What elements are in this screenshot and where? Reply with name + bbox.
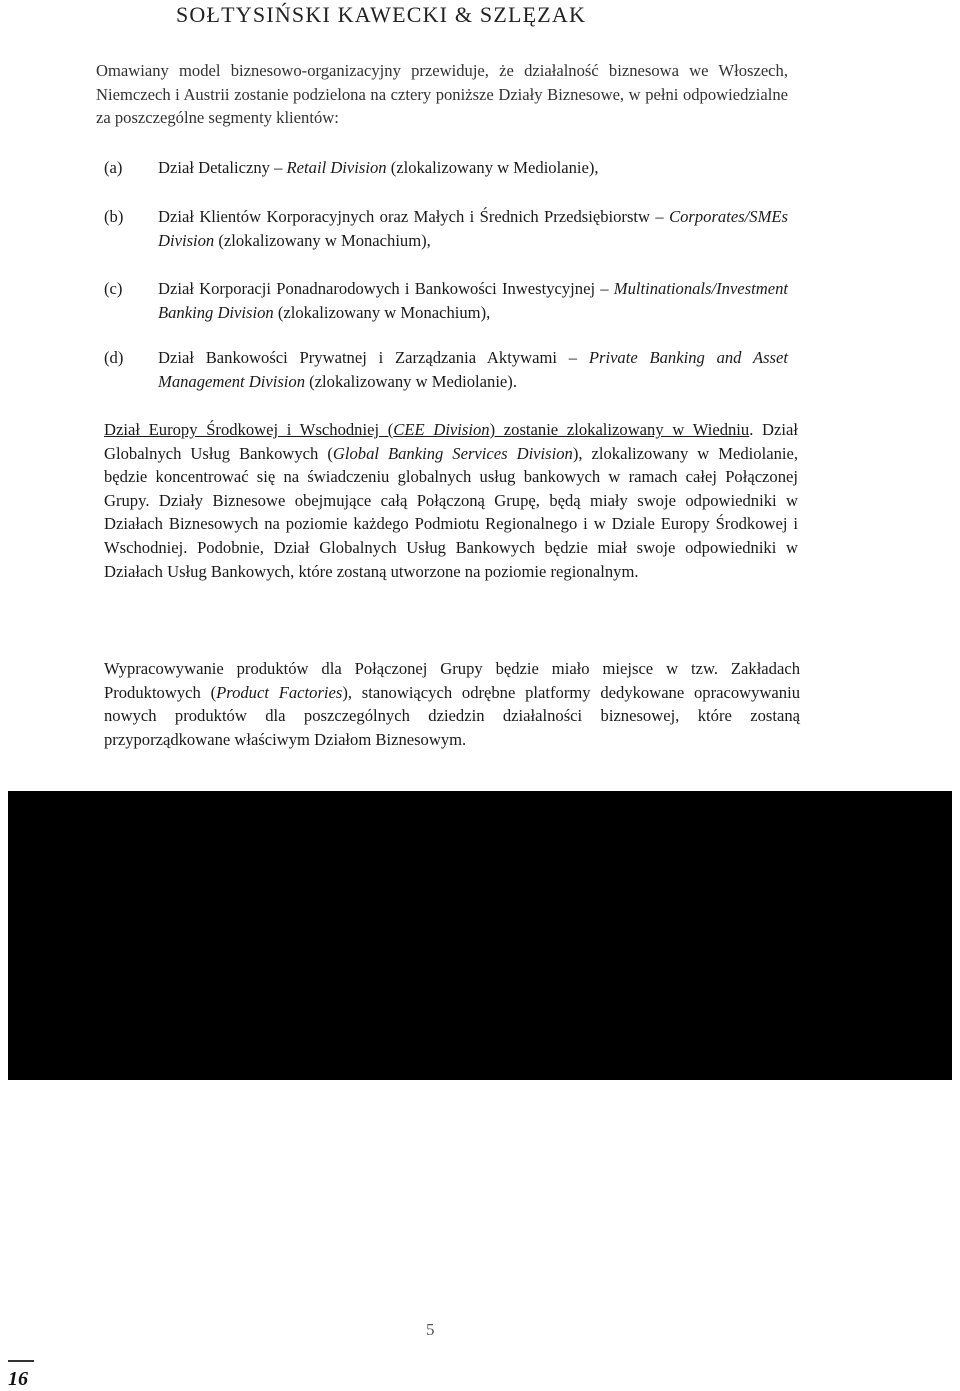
redaction-block: [8, 791, 952, 1080]
products-paragraph: Wypracowywanie produktów dla Połączonej Grupy będzie miało miejsce w tzw. Zakładach Produktowych (Product Factories), stanowiących odrębne platformy dedykowane opracowywaniu nowych produktów dla poszczególnych dziedzin działalności biznesowej, które zostaną przyporządkowane właściwym Działom Biznesowym.: [104, 659, 800, 749]
corner-page-number: 16: [8, 1368, 28, 1390]
intro-paragraph: Omawiany model biznesowo-organizacyjny przewiduje, że działalność biznesowa we Włoszech, Niemczech i Austrii zostanie podzielona na cztery poniższe Działy Biznesowe, w pełni odpowiedzialne za poszczególne segmenty klientów:: [96, 61, 788, 128]
list-item-text: Dział Korporacji Ponadnarodowych i Bankowości Inwestycyjnej – Multinationals/Investment Banking Division (zlokalizowany w Monachium),: [158, 279, 788, 322]
list-item-label: (b): [104, 207, 124, 226]
page-number: 5: [426, 1320, 435, 1339]
list-item-label: (c): [104, 279, 123, 298]
firm-header: SOŁTYSIŃSKI KAWECKI & SZLĘZAK: [176, 2, 587, 27]
corner-rule: [8, 1360, 34, 1362]
cee-paragraph: Dział Europy Środkowej i Wschodniej (CEE Division) zostanie zlokalizowany w Wiedniu. Dział Globalnych Usług Bankowych (Global Banking Services Division), zlokalizowany w Mediolanie, będzie koncentrować się na świadczeniu globalnych usług bankowych w ramach całej Połączonej Grupy. Działy Biznesowe obejmujące całą Połączoną Grupę, będą miały swoje odpowiedniki w Działach Biznesowych na poziomie każdego Podmiotu Regionalnego i w Dziale Europy Środkowej i Wschodniej. Podobnie, Dział Globalnych Usług Bankowych będzie miał swoje odpowiedniki w Działach Usług Bankowych, które zostaną utworzone na poziomie regionalnym.: [104, 420, 798, 581]
list-item-text: Dział Bankowości Prywatnej i Zarządzania Aktywami – Private Banking and Asset Management Division (zlokalizowany w Mediolanie).: [158, 348, 788, 391]
list-item-label: (d): [104, 348, 124, 367]
list-item-text: Dział Klientów Korporacyjnych oraz Małych i Średnich Przedsiębiorstw – Corporates/SMEs Division (zlokalizowany w Monachium),: [158, 207, 788, 250]
list-item-text: Dział Detaliczny – Retail Division (zlokalizowany w Mediolanie),: [158, 158, 599, 177]
list-item-label: (a): [104, 158, 123, 177]
